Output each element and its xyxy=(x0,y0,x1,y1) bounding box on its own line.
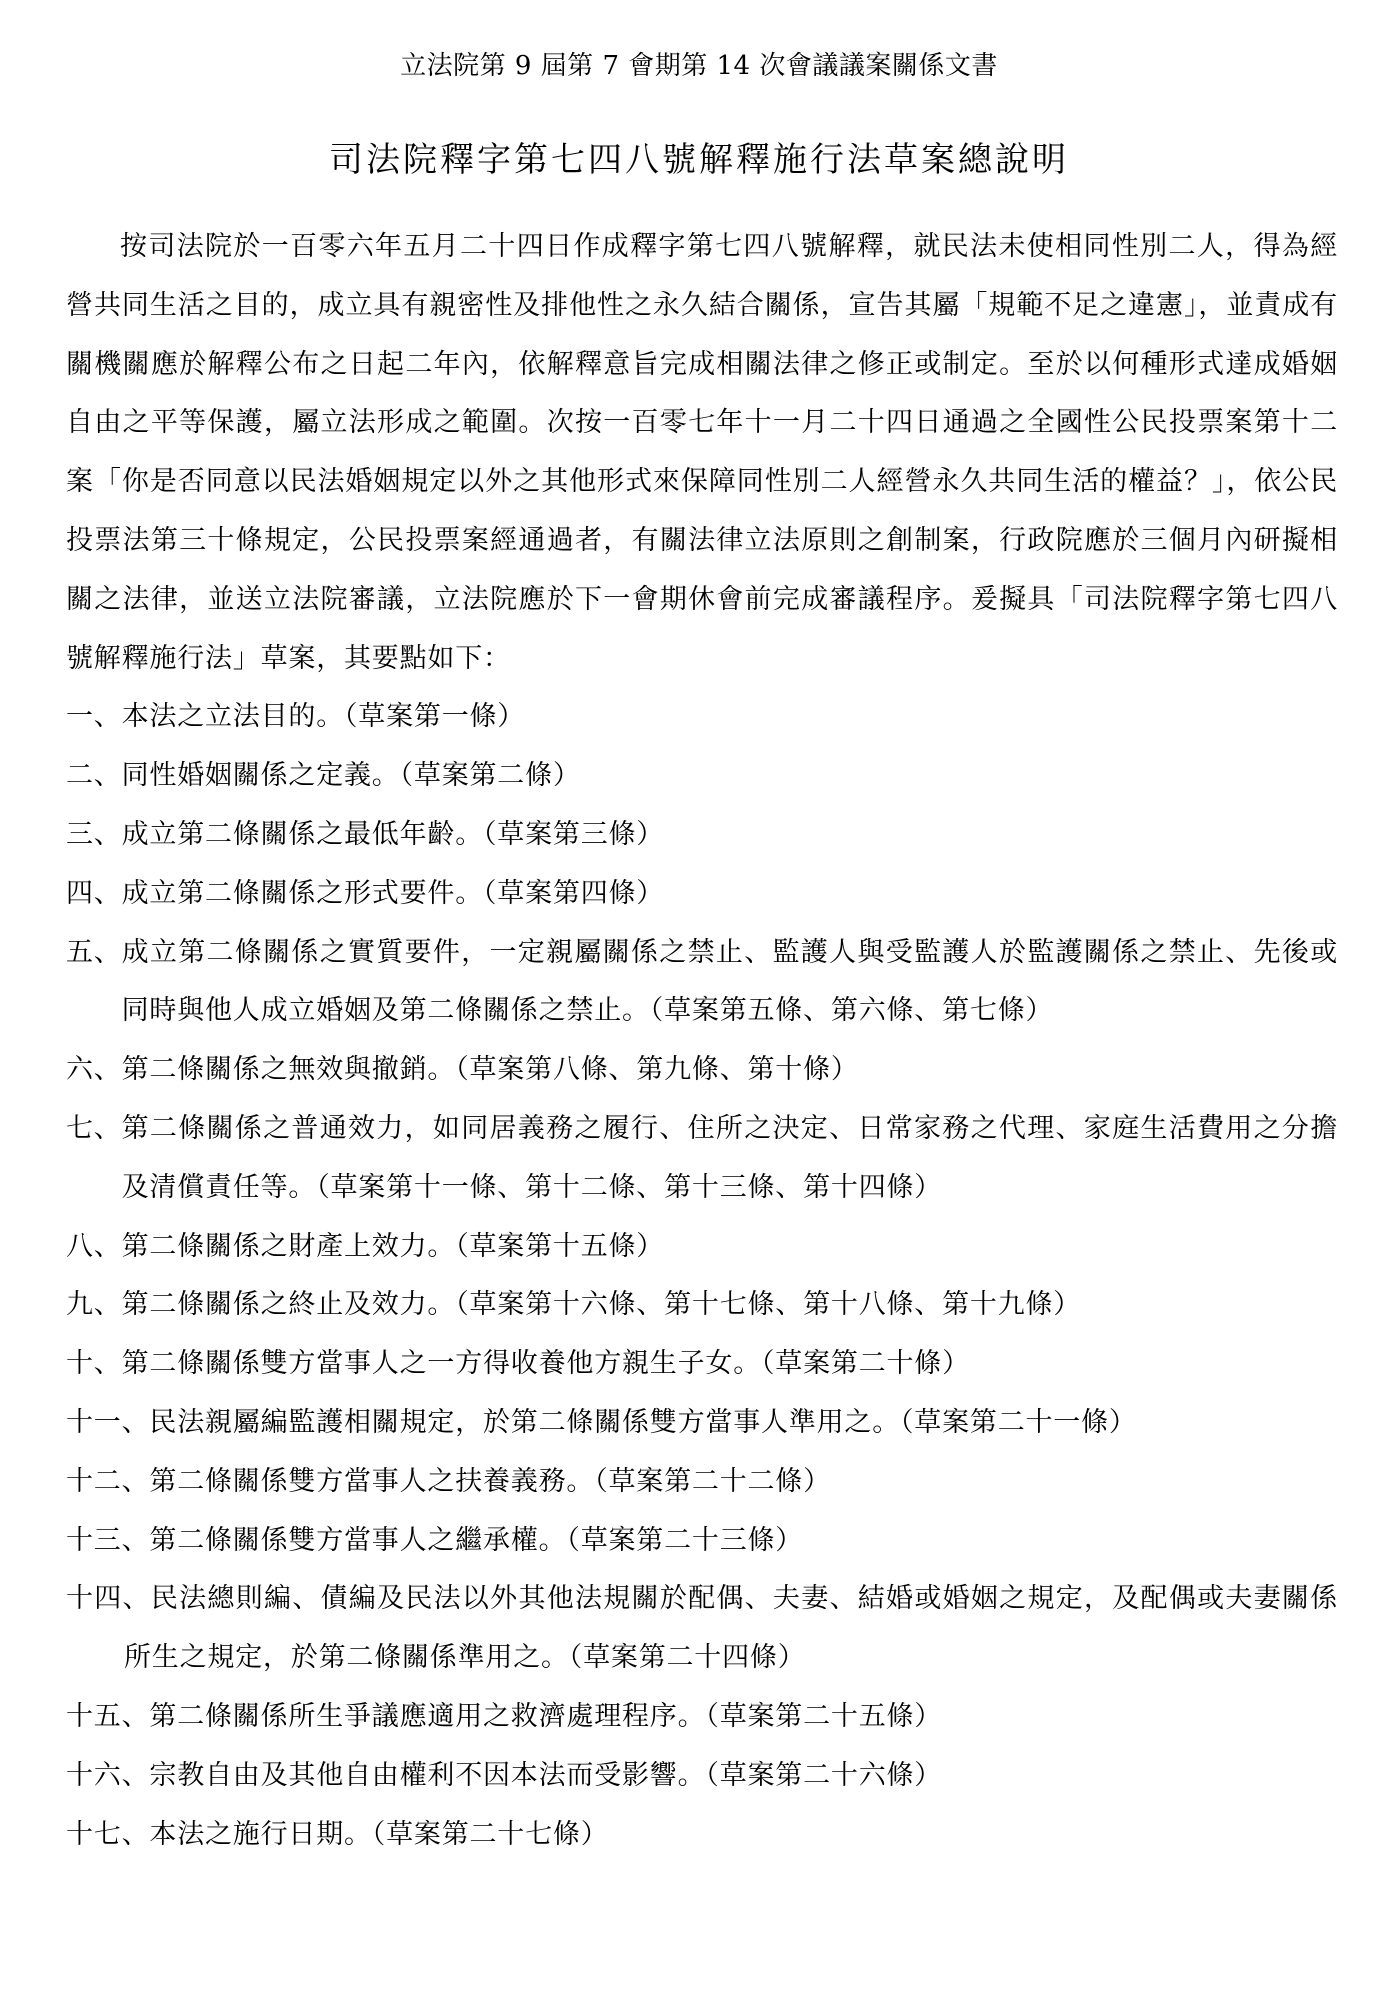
item-text: 成立第二條關係之最低年齡。（草案第三條） xyxy=(121,818,665,850)
item-text: 同性婚姻關係之定義。（草案第二條） xyxy=(121,760,581,792)
item-text: 本法之施行日期。（草案第二十七條） xyxy=(149,1818,609,1850)
item-number: 十、 xyxy=(66,1348,122,1380)
item-text: 第二條關係雙方當事人之扶養義務。（草案第二十二條） xyxy=(149,1465,831,1497)
item-number: 六、 xyxy=(66,1054,122,1086)
item-text: 第二條關係所生爭議應適用之救濟處理程序。（草案第二十五條） xyxy=(149,1700,943,1732)
list-item xyxy=(66,1394,1338,1453)
list-item xyxy=(66,1041,1338,1100)
points-list xyxy=(66,688,1338,1864)
item-number: 二、 xyxy=(66,760,122,792)
item-text: 第二條關係之普通效力，如同居義務之履行、住所之決定、日常家務之代理、家庭生活費用之分擔及清償責任等。（草案第十一條、第十二條、第十三條、第十四條） xyxy=(121,1112,1338,1203)
item-number: 五、 xyxy=(66,936,122,968)
item-text: 成立第二條關係之形式要件。（草案第四條） xyxy=(121,877,665,909)
list-item xyxy=(66,1276,1338,1335)
list-item xyxy=(66,1688,1338,1747)
item-number: 十五、 xyxy=(66,1700,150,1732)
list-item xyxy=(66,1335,1338,1394)
document-body xyxy=(66,218,1338,1864)
list-item xyxy=(66,688,1338,747)
list-item xyxy=(66,747,1338,806)
list-item xyxy=(66,865,1338,924)
document-title: 司法院釋字第七四八號解釋施行法草案總說明 xyxy=(329,140,1069,180)
item-number: 十二、 xyxy=(66,1465,150,1497)
list-item xyxy=(66,1570,1338,1688)
item-text: 宗教自由及其他自由權利不因本法而受影響。（草案第二十六條） xyxy=(149,1759,943,1791)
item-text: 民法親屬編監護相關規定，於第二條關係雙方當事人準用之。（草案第二十一條） xyxy=(149,1406,1137,1438)
item-text: 第二條關係之終止及效力。（草案第十六條、第十七條、第十八條、第十九條） xyxy=(121,1289,1082,1321)
list-item xyxy=(66,924,1338,1042)
list-item xyxy=(66,1100,1338,1218)
item-text: 民法總則編、債編及民法以外其他法規關於配偶、夫妻、結婚或婚姻之規定，及配偶或夫妻關係所生之規定，於第二條關係準用之。（草案第二十四條） xyxy=(124,1583,1338,1674)
intro-paragraph: 按司法院於一百零六年五月二十四日作成釋字第七四八號解釋，就民法未使相同性別二人，得為經營共同生活之目的，成立具有親密性及排他性之永久結合關係，宣告其屬「規範不足之違憲」，並責成有關機關應於解釋公布之日起二年內，依解釋意旨完成相關法律之修正或制定。至於以何種形式達成婚姻自由之平等保護，屬立法形成之範圍。次按一百零七年十一月二十四日通過之全國性公民投票案第十二案「你是否同意以民法婚姻規定以外之其他形式來保障同性別二人經營永久共同生活的權益？」，依公民投票法第三十條規定，公民投票案經通過者，有關法律立法原則之創制案，行政院應於三個月內研擬相關之法律，並送立法院審議，立法院應於下一會期休會前完成審議程序。爰擬具「司法院釋字第七四八號解釋施行法」草案，其要點如下： xyxy=(66,231,1338,674)
list-item xyxy=(66,1806,1338,1865)
list-item xyxy=(66,1747,1338,1806)
item-text: 第二條關係雙方當事人之繼承權。（草案第二十三條） xyxy=(149,1524,804,1556)
item-number: 十一、 xyxy=(66,1406,150,1438)
item-number: 三、 xyxy=(66,818,122,850)
list-item xyxy=(66,1218,1338,1277)
list-item xyxy=(66,1453,1338,1512)
item-number: 四、 xyxy=(66,877,122,909)
item-number: 八、 xyxy=(66,1230,122,1262)
item-number: 十六、 xyxy=(66,1759,150,1791)
item-text: 第二條關係之無效與撤銷。（草案第八條、第九條、第十條） xyxy=(121,1054,859,1086)
item-number: 十七、 xyxy=(66,1818,150,1850)
item-text: 第二條關係雙方當事人之一方得收養他方親生子女。（草案第二十條） xyxy=(121,1348,970,1380)
item-number: 七、 xyxy=(66,1112,122,1144)
item-number: 一、 xyxy=(66,701,122,733)
list-item xyxy=(66,806,1338,865)
item-number: 十四、 xyxy=(66,1583,151,1615)
list-item xyxy=(66,1512,1338,1571)
item-text: 成立第二條關係之實質要件，一定親屬關係之禁止、監護人與受監護人於監護關係之禁止、先後或同時與他人成立婚姻及第二條關係之禁止。（草案第五條、第六條、第七條） xyxy=(121,936,1338,1027)
item-text: 本法之立法目的。（草案第一條） xyxy=(121,701,526,733)
item-text: 第二條關係之財產上效力。（草案第十五條） xyxy=(121,1230,665,1262)
item-number: 九、 xyxy=(66,1289,122,1321)
document-header: 立法院第 9 屆第 7 會期第 14 次會議議案關係文書 xyxy=(400,51,998,81)
item-number: 十三、 xyxy=(66,1524,150,1556)
